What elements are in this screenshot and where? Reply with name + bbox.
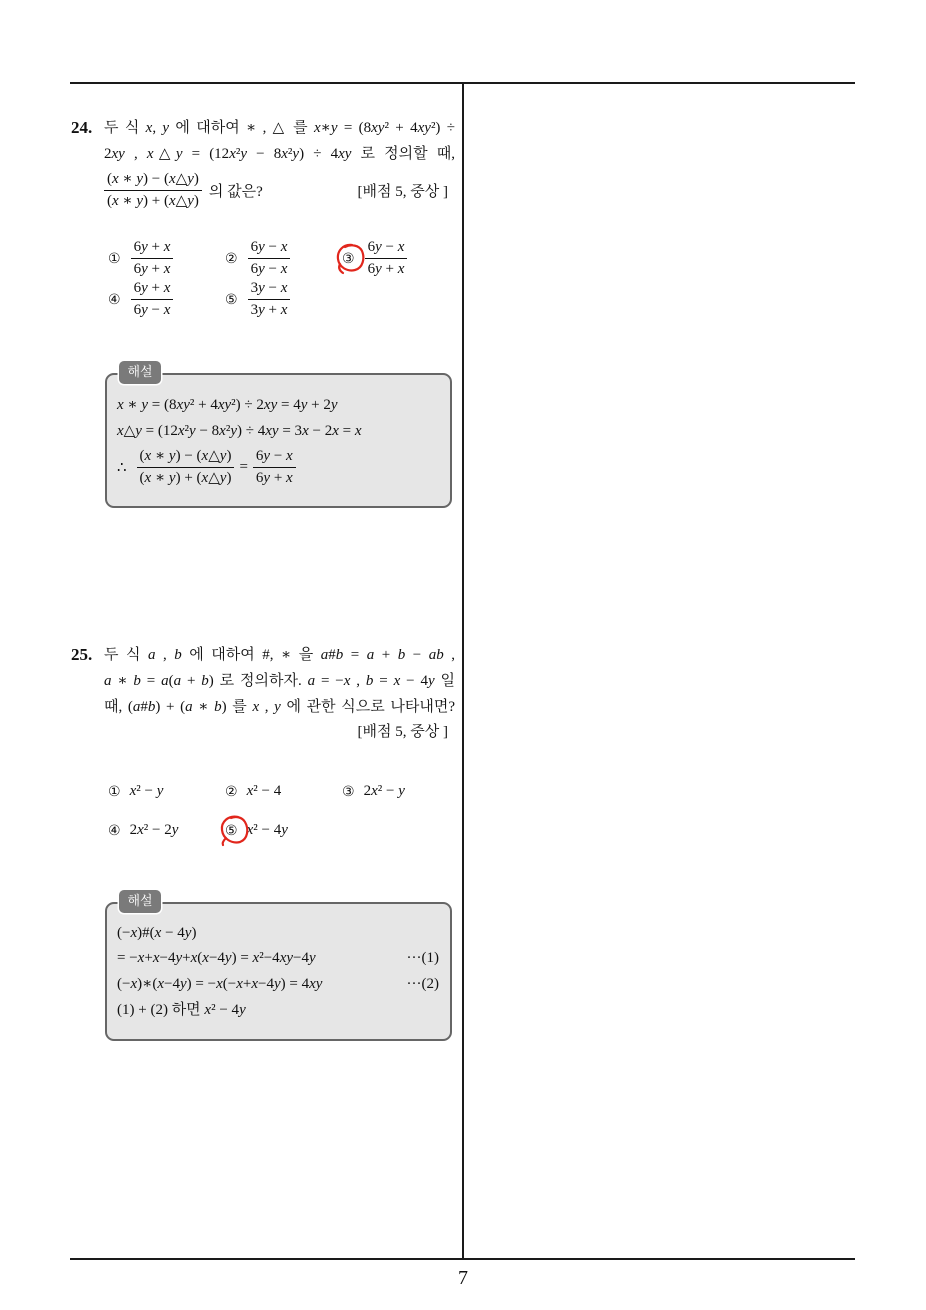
choice-3 [342, 238, 459, 279]
stem-line: a ∗ b = a(a + b) 로 정의하자. a = −x , b = x − 4y 일 [104, 673, 455, 689]
solution-expression: (−x)∗(x−4y) = −x(−x+x−4y) = 4xy [117, 976, 323, 992]
choice-fraction [131, 279, 174, 320]
fraction-denominator: (x ∗ y) + (x△y) [104, 190, 202, 211]
therefore-symbol: ∴ [117, 459, 127, 476]
choice-1 [108, 238, 225, 279]
fraction-denominator: 6y + x [131, 258, 174, 279]
choice-fraction [248, 238, 291, 279]
choice-2 [225, 772, 342, 811]
solution-conclusion [117, 446, 296, 488]
fraction-numerator: 6y + x [133, 280, 171, 296]
choice-expression: x² − y [129, 783, 164, 799]
solution-line: (−x)#(x − 4y) [117, 925, 197, 941]
solution-box [105, 902, 452, 1041]
choice-mark: ④ [108, 291, 121, 308]
choice-mark: ⑤ [225, 291, 238, 308]
choice-3 [342, 772, 459, 811]
question-prompt [104, 168, 448, 212]
choice-expression: x² − 4 [246, 783, 282, 799]
choice-4 [108, 811, 225, 850]
question-suffix: 의 값은? [208, 183, 263, 200]
choice-fraction [131, 238, 174, 279]
solution-box [105, 373, 452, 508]
solution-label: 해설 [119, 890, 161, 913]
choice-fraction [365, 238, 408, 279]
column-divider [462, 82, 464, 1259]
stem-line: 2xy , x△y = (12x²y − 8x²y) ÷ 4xy 로 정의할 때, [104, 146, 455, 162]
fraction-numerator: 6y − x [255, 447, 293, 464]
solution-label: 해설 [119, 361, 161, 384]
solution-line [117, 947, 439, 969]
choice-fraction [248, 279, 291, 320]
choice-mark: ① [108, 250, 121, 267]
question-number: 25. [71, 645, 93, 664]
choice-mark: ③ [342, 783, 355, 800]
choice-mark: ④ [108, 822, 121, 839]
choice-expression: 2x² − 2y [129, 822, 179, 838]
solution-line: x ∗ y = (8xy² + 4xy²) ÷ 2xy = 4y + 2y [117, 397, 338, 413]
solution-expression: = −x+x−4y+x(x−4y) = x²−4xy−4y [117, 950, 316, 966]
solution-line: x△y = (12x²y − 8x²y) ÷ 4xy = 3x − 2x = x [117, 423, 362, 439]
bottom-rule [70, 1258, 855, 1260]
solution-line: (1) + (2) 하면 x² − 4y [117, 1002, 246, 1018]
choice-mark: ① [108, 783, 121, 800]
choice-4 [108, 279, 225, 320]
fraction-numerator: (x ∗ y) − (x△y) [107, 170, 199, 187]
fraction-numerator: 6y − x [367, 239, 405, 255]
answer-choices [108, 772, 459, 850]
equals-sign: = [239, 458, 248, 475]
answer-choices [108, 238, 459, 320]
points-label: [배점 5, 중상 ] [357, 183, 448, 200]
question-number: 24. [71, 118, 93, 137]
question-stem [104, 642, 455, 720]
choice-1 [108, 772, 225, 811]
choice-mark: ② [225, 783, 238, 800]
choice-5 [225, 279, 342, 320]
choice-5 [225, 811, 342, 850]
fraction-denominator: 6y + x [365, 258, 408, 279]
choice-mark: ⑤ [225, 822, 238, 839]
fraction-numerator: 6y − x [250, 239, 288, 255]
stem-line: 두 식 x, y 에 대하여 ∗ , △ 를 x∗y = (8xy² + 4xy²) ÷ [104, 120, 455, 136]
equation-tag: ···(2) [406, 976, 439, 992]
result-fraction [253, 447, 296, 488]
conclusion-fraction [137, 447, 235, 488]
fraction-numerator: (x ∗ y) − (x△y) [139, 447, 232, 464]
choice-mark: ② [225, 250, 238, 267]
fraction-numerator: 6y + x [133, 239, 171, 255]
fraction-denominator: 6y + x [253, 467, 296, 488]
equation-tag: ···(1) [406, 950, 439, 966]
choice-expression: x² − 4y [246, 822, 288, 838]
question-fraction [104, 170, 202, 211]
fraction-numerator: 3y − x [250, 280, 288, 296]
points-label: [배점 5, 중상 ] [357, 724, 448, 740]
question-stem [104, 115, 455, 167]
choice-2 [225, 238, 342, 279]
stem-line: 두 식 a , b 에 대하여 #, ∗ 을 a#b = a + b − ab , [104, 647, 455, 663]
fraction-denominator: 6y − x [248, 258, 291, 279]
fraction-denominator: (x ∗ y) + (x△y) [137, 467, 235, 488]
stem-line: 때, (a#b) + (a ∗ b) 를 x , y 에 관한 식으로 나타내면? [104, 699, 455, 715]
choice-expression: 2x² − y [363, 783, 405, 799]
solution-line [117, 973, 439, 995]
fraction-denominator: 3y + x [248, 299, 291, 320]
fraction-denominator: 6y − x [131, 299, 174, 320]
page-number: 7 [458, 1267, 468, 1289]
choice-mark: ③ [342, 250, 355, 267]
